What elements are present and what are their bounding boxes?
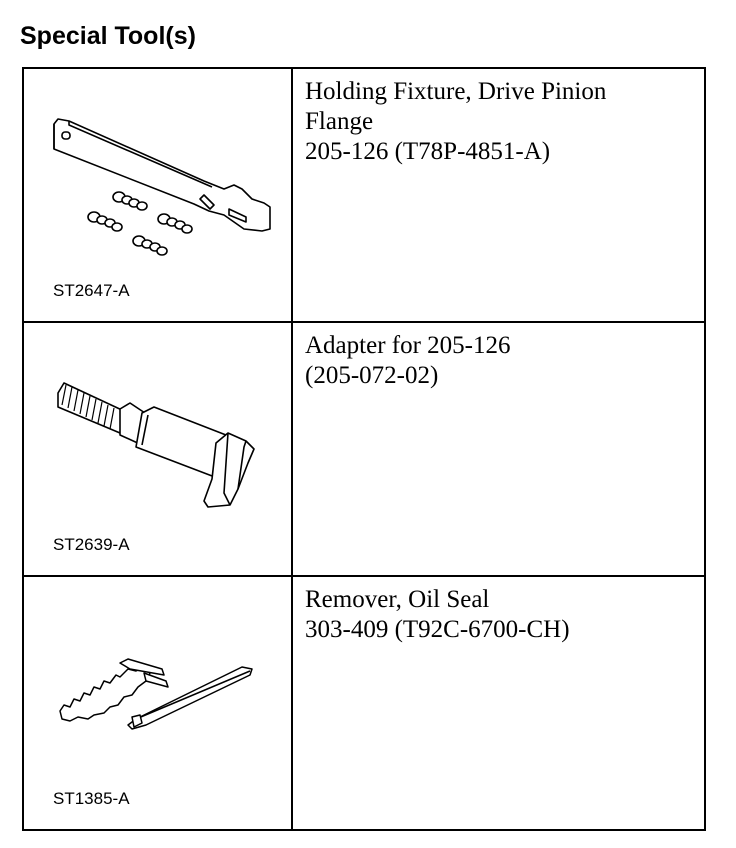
tool-image-cell (23, 322, 292, 576)
tool-number: (205-072-02) (305, 362, 439, 389)
tool-number: 303-409 (T92C-6700-CH) (305, 616, 570, 643)
special-tools-table (22, 67, 706, 831)
table-row (23, 576, 705, 830)
table-row (23, 322, 705, 576)
figure-id: ST2647-A (53, 281, 130, 300)
table-row (23, 68, 705, 322)
tool-image-cell (23, 68, 292, 322)
tool-name: Remover, Oil Seal (305, 586, 490, 613)
figure-id: ST1385-A (53, 789, 130, 808)
tool-description-cell (292, 322, 705, 576)
tool-image-cell (23, 576, 292, 830)
tool-number: 205-126 (T78P-4851-A) (305, 138, 551, 165)
tool-name-continued: Flange (305, 108, 374, 135)
tool-description-cell (292, 68, 705, 322)
figure-id: ST2639-A (53, 535, 130, 554)
tool-description-cell (292, 576, 705, 830)
page-title: Special Tool(s) (20, 22, 196, 50)
tool-name: Adapter for 205-126 (305, 332, 511, 359)
tool-name: Holding Fixture, Drive Pinion (305, 78, 607, 105)
